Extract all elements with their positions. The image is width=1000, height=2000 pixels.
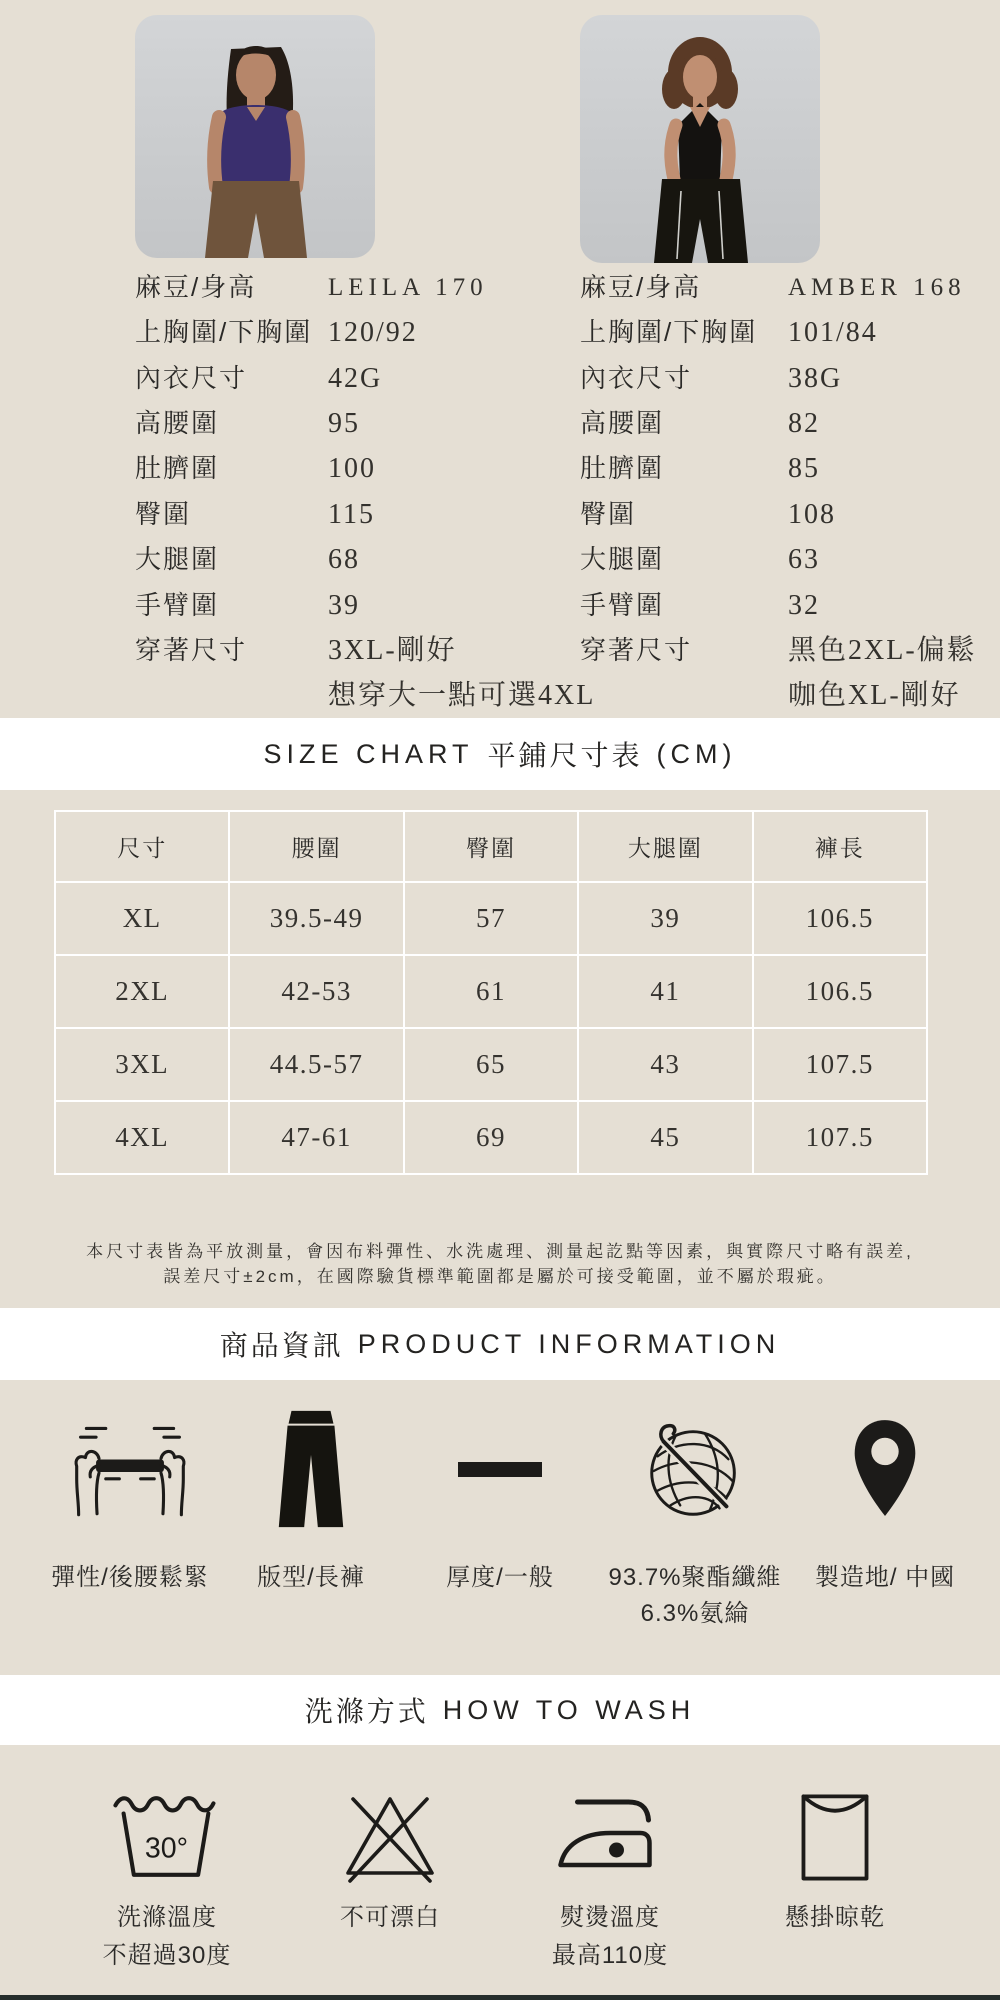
size-cell: 43 — [578, 1028, 752, 1101]
measure-value-left: 3XL-剛好 — [328, 635, 457, 666]
size-chart-table — [54, 810, 928, 1175]
measure-value-right: 101/84 — [788, 317, 878, 348]
size-chart-title-unit: (CM) — [656, 738, 737, 769]
measure-label-right: 麻豆/身高 — [580, 272, 702, 302]
measurement-row — [0, 673, 1000, 718]
size-table-header: 大腿圍 — [578, 811, 752, 882]
thickness-bar-icon — [410, 1400, 590, 1530]
measure-label-left: 麻豆/身高 — [135, 272, 257, 302]
size-cell: 65 — [404, 1028, 578, 1101]
location-pin-icon — [795, 1400, 975, 1530]
product-feature-fabric — [605, 1400, 785, 1632]
measurement-row — [0, 537, 1000, 582]
wash-30-icon — [72, 1770, 262, 1885]
measure-value-right: 32 — [788, 590, 820, 621]
size-cell: XL — [55, 882, 229, 955]
measure-label-right: 穿著尺寸 — [580, 635, 693, 665]
product-info-title-cjk: 商品資訊 — [219, 1330, 344, 1361]
size-chart-title-en: SIZE CHART — [263, 738, 474, 769]
size-table-row-3xl — [55, 1028, 927, 1101]
measure-value-right: 85 — [788, 453, 820, 484]
measure-label-left: 穿著尺寸 — [135, 635, 248, 665]
pants-icon — [221, 1400, 401, 1530]
size-cell: 47-61 — [229, 1101, 403, 1174]
size-cell: 106.5 — [753, 882, 927, 955]
model-photo-leila — [135, 15, 375, 258]
size-table-header: 臀圍 — [404, 811, 578, 882]
measure-label-left: 臀圍 — [135, 499, 192, 529]
model-photo-amber — [580, 15, 820, 263]
product-feature-label: 93.7%聚酯纖維 — [608, 1564, 782, 1591]
size-cell: 57 — [404, 882, 578, 955]
wash-item-label: 不可漂白 — [340, 1904, 440, 1931]
wash-item-label: 熨燙溫度 — [560, 1904, 660, 1931]
measure-label-right: 臀圍 — [580, 499, 637, 529]
measure-value-right: 82 — [788, 408, 820, 439]
measure-value-left: 115 — [328, 499, 375, 530]
size-cell: 41 — [578, 955, 752, 1028]
measurement-disclaimer — [0, 1239, 1000, 1289]
measure-value-right: 38G — [788, 363, 843, 394]
yarn-ball-icon — [605, 1400, 785, 1530]
measure-value-left: LEILA 170 — [328, 274, 488, 301]
no-bleach-icon — [295, 1770, 485, 1885]
iron-temp-item — [515, 1770, 705, 1975]
measure-value-right: 108 — [788, 499, 836, 530]
measure-label-right: 內衣尺寸 — [580, 363, 693, 393]
product-feature-origin — [795, 1400, 975, 1596]
measure-label-right: 大腿圍 — [580, 544, 665, 574]
measure-label-left: 手臂圍 — [135, 590, 220, 620]
size-table-row-4xl — [55, 1101, 927, 1174]
measure-label-left: 大腿圍 — [135, 544, 220, 574]
size-chart-title-cjk: 平鋪尺寸表 — [487, 740, 643, 771]
measure-label-left: 高腰圍 — [135, 408, 220, 438]
measure-label-right: 肚臍圍 — [580, 453, 665, 483]
measure-value-left: 42G — [328, 363, 383, 394]
model-leila-illustration — [135, 15, 375, 258]
size-table-header-row — [55, 811, 927, 882]
measurement-row — [0, 310, 1000, 355]
wash-item-label-line2: 最高110度 — [551, 1942, 669, 1969]
measure-value-right: 咖色XL-剛好 — [788, 680, 961, 711]
size-cell: 107.5 — [753, 1101, 927, 1174]
product-feature-elasticity — [40, 1400, 220, 1596]
measurement-row — [0, 401, 1000, 446]
size-cell: 2XL — [55, 955, 229, 1028]
wash-title-cjk: 洗滌方式 — [304, 1696, 429, 1727]
wash-title-en: HOW TO WASH — [442, 1694, 696, 1725]
measure-value-right: AMBER 168 — [788, 274, 966, 301]
disclaimer-line-1: 本尺寸表皆為平放測量，會因布料彈性、水洗處理、測量起訖點等因素，與實際尺寸略有誤差, — [86, 1242, 914, 1261]
product-feature-label: 製造地/ 中國 — [814, 1564, 956, 1591]
measurement-row — [0, 265, 1000, 310]
wash-temp-item — [72, 1770, 262, 1975]
measure-value-left: 120/92 — [328, 317, 418, 348]
size-cell: 61 — [404, 955, 578, 1028]
hang-dry-item — [740, 1770, 930, 1937]
measure-label-right: 手臂圍 — [580, 590, 665, 620]
size-cell: 39.5-49 — [229, 882, 403, 955]
svg-text:30°: 30° — [144, 1832, 189, 1865]
size-table-row-xl — [55, 882, 927, 955]
measure-value-right: 63 — [788, 544, 820, 575]
product-feature-thickness — [410, 1400, 590, 1596]
size-cell: 42-53 — [229, 955, 403, 1028]
size-cell: 69 — [404, 1101, 578, 1174]
iron-icon — [515, 1770, 705, 1885]
wash-item-label: 洗滌溫度 — [117, 1904, 217, 1931]
size-table-row-2xl — [55, 955, 927, 1028]
size-chart-title-band — [0, 718, 1000, 790]
product-info-title-band — [0, 1308, 1000, 1380]
size-table-header: 尺寸 — [55, 811, 229, 882]
product-feature-label: 彈性/後腰鬆緊 — [51, 1564, 209, 1591]
wash-item-label: 懸掛晾乾 — [785, 1904, 885, 1931]
size-cell: 106.5 — [753, 955, 927, 1028]
measure-label-right: 高腰圍 — [580, 408, 665, 438]
size-cell: 3XL — [55, 1028, 229, 1101]
bottom-divider — [0, 1995, 1000, 2000]
size-cell: 107.5 — [753, 1028, 927, 1101]
product-info-title-en: PRODUCT INFORMATION — [357, 1328, 781, 1359]
measurement-row — [0, 356, 1000, 401]
size-table-header: 腰圍 — [229, 811, 403, 882]
measurement-row — [0, 492, 1000, 537]
measure-label-left: 上胸圍/下胸圍 — [135, 317, 313, 347]
measure-value-left: 68 — [328, 544, 360, 575]
product-feature-label-line2: 6.3%氨綸 — [640, 1600, 750, 1627]
measure-label-left: 內衣尺寸 — [135, 363, 248, 393]
size-cell: 44.5-57 — [229, 1028, 403, 1101]
measure-value-left: 39 — [328, 590, 360, 621]
size-cell: 4XL — [55, 1101, 229, 1174]
product-feature-label: 厚度/一般 — [446, 1564, 554, 1591]
hang-dry-icon — [740, 1770, 930, 1885]
disclaimer-line-2: 誤差尺寸±2cm，在國際驗貨標準範圍都是屬於可接受範圍，並不屬於瑕疵。 — [163, 1267, 837, 1286]
measure-label-left: 肚臍圍 — [135, 453, 220, 483]
product-feature-label: 版型/長褲 — [257, 1564, 365, 1591]
no-bleach-item — [295, 1770, 485, 1937]
product-feature-fit — [221, 1400, 401, 1596]
stretch-hands-icon — [40, 1400, 220, 1530]
measurement-row — [0, 583, 1000, 628]
model-amber-illustration — [580, 15, 820, 263]
measure-label-right: 上胸圍/下胸圍 — [580, 317, 758, 347]
measure-value-left: 想穿大一點可選4XL — [328, 680, 596, 711]
size-cell: 39 — [578, 882, 752, 955]
wash-title-band — [0, 1675, 1000, 1745]
measure-value-left: 95 — [328, 408, 360, 439]
size-cell: 45 — [578, 1101, 752, 1174]
size-table-header: 褲長 — [753, 811, 927, 882]
measure-value-right: 黑色2XL-偏鬆 — [788, 635, 977, 666]
measure-value-left: 100 — [328, 453, 376, 484]
measurement-row — [0, 628, 1000, 673]
wash-item-label-line2: 不超過30度 — [102, 1942, 232, 1969]
measurement-row — [0, 446, 1000, 491]
